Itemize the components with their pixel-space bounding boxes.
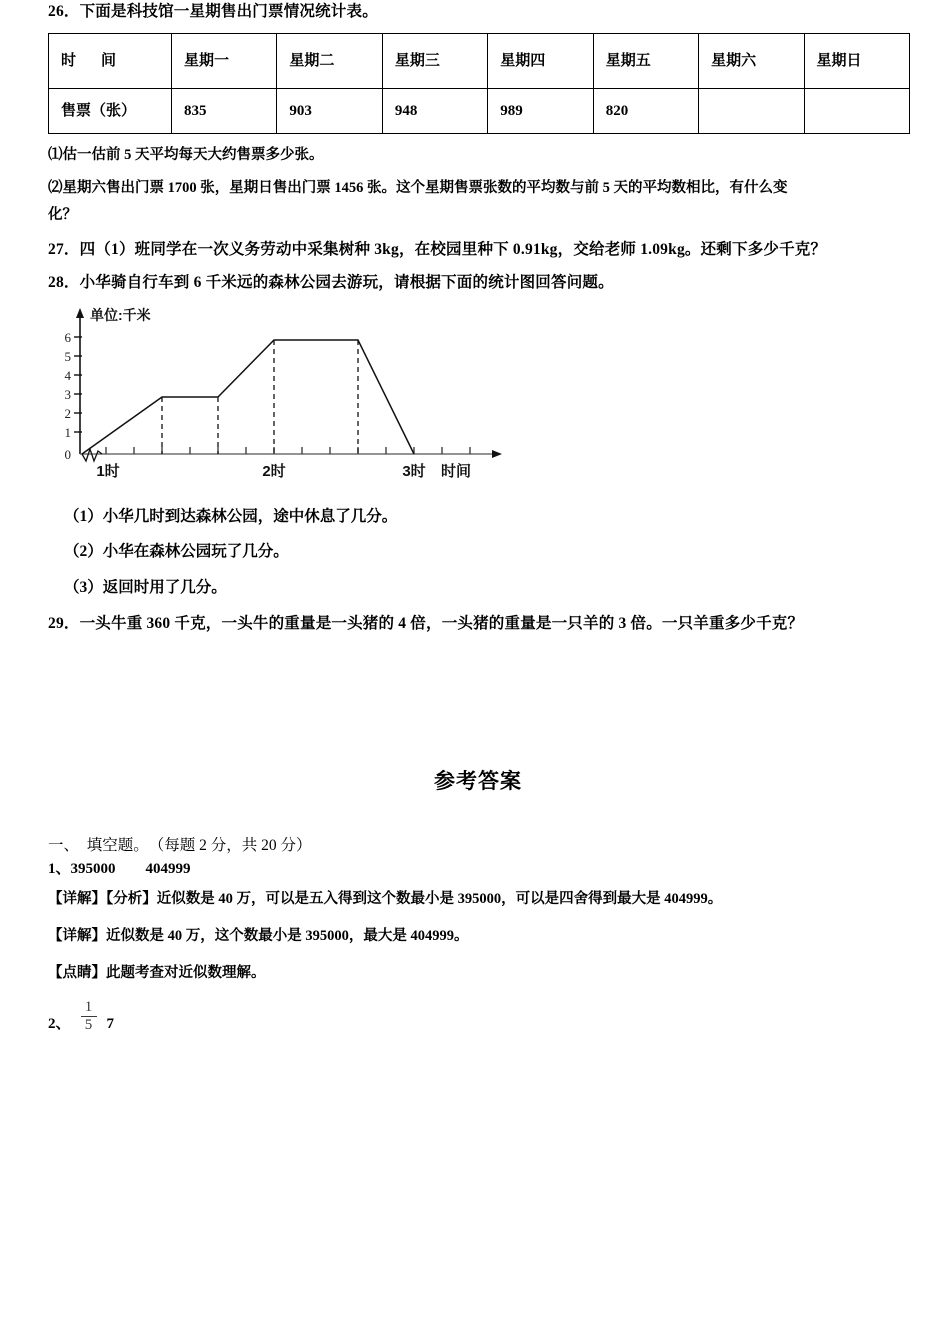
answer-item-2-second-value: 7 (106, 1016, 115, 1033)
table-header-cell-fri: 星期五 (593, 34, 698, 89)
question-28-sub-2: （2）小华在森林公园玩了几分。 (64, 543, 289, 561)
answer-detail-analysis: 【详解】【分析】近似数是 40 万，可以是五入得到这个数最小是 395000，可以是四舍得到最大是 404999。 (48, 891, 723, 908)
table-cell-wed: 948 (382, 89, 487, 134)
fraction-one-fifth (81, 1000, 97, 1035)
axis-break-mark (82, 449, 102, 461)
table-header-cell-tue: 星期二 (277, 34, 382, 89)
section-spacer (48, 645, 908, 765)
question-26-sub-1: ⑴估一估前 5 天平均每天大约售票多少张。 (48, 147, 324, 164)
table-header-cell-mon: 星期一 (172, 34, 277, 89)
question-28-text: 28．小华骑自行车到 6 千米远的森林公园去游玩，请根据下面的统计图回答问题。 (48, 273, 614, 291)
x-tick-label-3: 3时 (402, 462, 426, 480)
y-tick-label-4: 4 (64, 367, 71, 383)
table-data-row (49, 89, 910, 134)
table-header-cell-wed: 星期三 (382, 34, 487, 89)
table-row-label: 售票（张） (49, 89, 172, 134)
y-tick-label-3: 3 (64, 386, 71, 402)
table-header-cell-thu: 星期四 (488, 34, 593, 89)
answers-section-heading: 一、 填空题。 （每题 2 分，共 20 分） (48, 837, 312, 855)
table-header-row (49, 34, 910, 89)
table-cell-tue: 903 (277, 89, 382, 134)
y-tick-label-2: 2 (64, 405, 71, 421)
table-header-cell-sat: 星期六 (699, 34, 804, 89)
answer-detail-insight: 【点睛】此题考查对近似数理解。 (48, 965, 266, 982)
y-axis-unit-label: 单位:千米 (90, 306, 151, 323)
answer-detail-solution: 【详解】近似数是 40 万，这个数最小是 395000，最大是 404999。 (48, 928, 469, 945)
ticket-sales-table (48, 33, 910, 134)
y-tick-label-1: 1 (64, 424, 71, 440)
x-tick-marks (106, 447, 470, 454)
y-tick-label-6: 6 (64, 329, 71, 345)
table-cell-fri: 820 (593, 89, 698, 134)
question-28-sub-1: （1）小华几时到达森林公园，途中休息了几分。 (64, 507, 398, 525)
chart-data-line (82, 340, 414, 454)
table-cell-thu: 989 (488, 89, 593, 134)
y-tick-label-0: 0 (64, 446, 71, 462)
table-cell-mon: 835 (172, 89, 277, 134)
question-26-sub-2: ⑵星期六售出门票 1700 张，星期日售出门票 1456 张。这个星期售票张数的平均数与前 5 天的平均数相比，有什么变 (48, 180, 788, 197)
answers-gap (48, 795, 908, 833)
travel-line-chart (58, 304, 528, 489)
question-28-sub-3: （3）返回时用了几分。 (64, 579, 227, 597)
table-cell-sun (804, 89, 909, 134)
answer-item-1: 1、395000 404999 (48, 861, 191, 878)
y-tick-marks (74, 337, 82, 432)
answer-item-2 (48, 1000, 908, 1035)
table-header-cell-sun: 星期日 (804, 34, 909, 89)
table-cell-sat (699, 89, 804, 134)
x-tick-label-1: 1时 (96, 462, 120, 480)
y-tick-labels (65, 330, 72, 462)
x-tick-label-2: 2时 (262, 462, 286, 480)
chart-svg (58, 304, 528, 489)
question-26-sub-2-cont: 化？ (48, 207, 77, 224)
answer-item-2-index: 2、 (48, 1016, 71, 1033)
x-axis-label: 时间 (440, 462, 472, 480)
page-content (48, 0, 908, 1034)
question-29-text: 29．一头牛重 360 千克，一头牛的重量是一头猪的 4 倍，一头猪的重量是一只羊的 3 倍。一只羊重多少千克？ (48, 615, 804, 632)
y-tick-label-5: 5 (64, 348, 71, 364)
x-tick-labels (96, 463, 425, 480)
fraction-denominator: 5 (84, 1017, 93, 1034)
question-27-text: 27．四（1）班同学在一次义务劳动中采集树种 3kg，在校园里种下 0.91kg，交给老师 1.09kg。还剩下多少千克？ (48, 240, 827, 258)
fraction-numerator: 1 (84, 998, 93, 1015)
answers-title: 参考答案 (434, 769, 522, 794)
x-axis (80, 450, 502, 458)
question-26-text: 26．下面是科技馆一星期售出门票情况统计表。 (48, 3, 378, 20)
table-header-cell-time: 时 间 (49, 34, 172, 89)
